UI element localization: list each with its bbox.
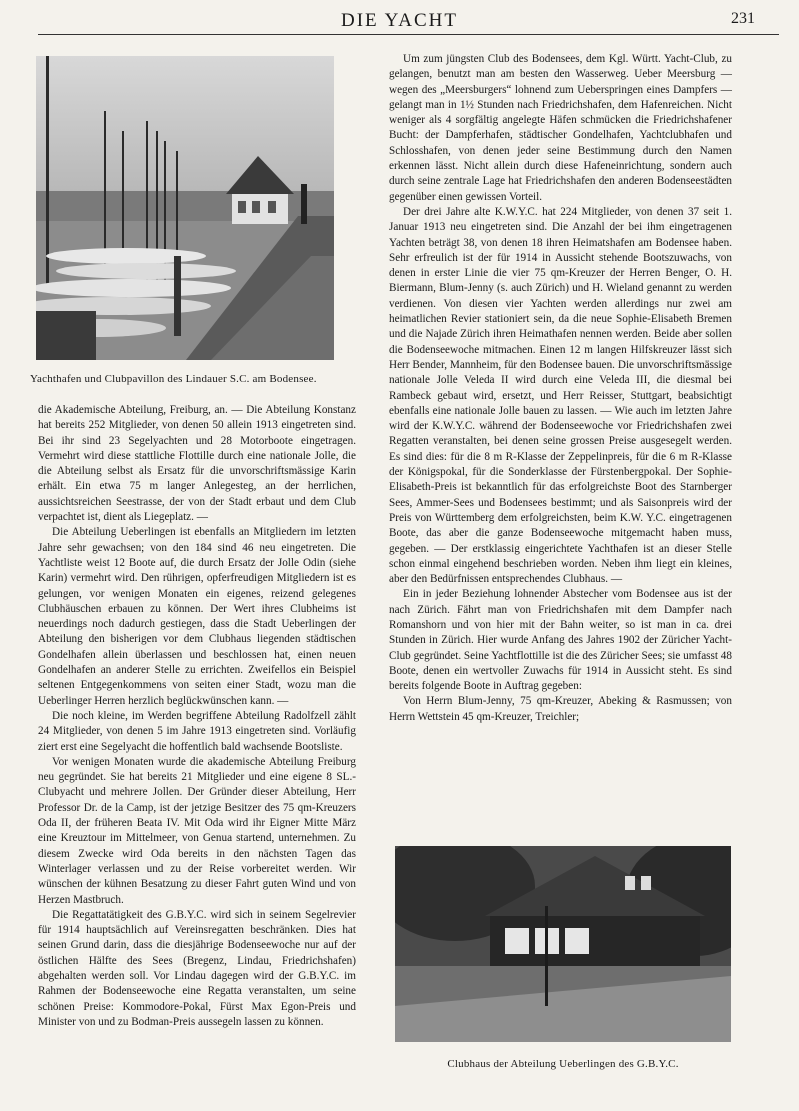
paragraph: Ein in jeder Beziehung lohnender Abstecher vom Bodensee aus ist der nach Zürich. Fährt man von Friedrichshafen mit dem Dampfer nach Romanshorn und von hier mit der Bahn weiter, so ist man in ca. drei Stunden in Zürich. Hier wurde Anfang des Jahres 1902 der Züricher Yacht-Club gegründet. Seine Yachtflottille ist die des Züricher Sees; sie umfasst 48 Boote, denen ein wertvoller Zuwachs für 1914 in Aussicht steht. Es sind bereits folgende Boote in Auftrag gegeben: (389, 588, 732, 693)
paragraph: Die noch kleine, im Werden begriffene Abteilung Radolfzell zählt 24 Mitglieder, von denen 5 im Jahre 1913 eingetreten sind. Vorläufig ziert erst eine Segelyacht die hoffentlich bald wachsende Bootsliste. (38, 709, 356, 753)
paragraph: Von Herrn Blum-Jenny, 75 qm-Kreuzer, Abeking & Rasmussen; von Herrn Wettstein 45 qm-Kreuzer, Treichler; (389, 695, 732, 723)
paragraph: Die Abteilung Ueberlingen ist ebenfalls an Mitgliedern im letzten Jahre sehr gewachsen; von den 184 sind 46 neu eingetreten. Die Yachtliste weist 12 Boote auf, die durch Ersatz der Jolle Odin (siehe Karin) vermehrt wird. Den rührigen, opferfreudigen Mitgliedern ist es gelungen, vor wenigen Monaten ein eigenes, reizend gelegenes Clubhäuschen erbauen zu können. Der Wert ihres Clubheims ist neuerdings noch dadurch gestiegen, dass die Stadt Ueberlingen der Abteilung den bisherigen vor dem Clubhaus liegenden städtischen Gondelhafen allein überlassen und beschlossen hat, einen neuen Gondelhafen an anderer Stelle zu errichten. Zweifellos ein Beispiel seltenen Entgegenkommens von seiten einer Stadt, wozu man die Ueberlinger Herren herzlich beglückwünschen kann. — (38, 526, 356, 707)
paragraph: Um zum jüngsten Club des Bodensees, dem Kgl. Württ. Yacht-Club, zu gelangen, benutzt man am besten den Wasserweg. Ueber Meersburg — wegen des „Meersburgers“ lohnend zum Ueberspringen eines Dampfers — gelangt man in 1½ Stunden nach Friedrichshafen, dem Hafenreichen. Nicht weniger als 4 sorgfältig angelegte Häfen schmücken die Friedrichshafener Bucht: der Dampferhafen, städtischer Gondelhafen, Yachtclubhafen und Schlosshafen, von denen jeder seine Bestimmung durch den Namen erkennen lässt. Nicht allein durch diese Hafeneinrichtung, sondern auch durch seine zentrale Lage hat Friedrichshafen den anderen Bodenseestädten gegenüber einen gewissen Vorteil. (389, 53, 732, 203)
clubhouse-photo (395, 846, 731, 1042)
bottom-photo-caption: Clubhaus der Abteilung Ueberlingen des G.B.Y.C. (447, 1058, 679, 1070)
paragraph: Die Regattatätigkeit des G.B.Y.C. wird sich in seinem Segelrevier für 1914 hauptsächlich auf Vereinsregatten beschränken. Dies hat seinen Grund darin, dass die diesjährige Bodenseewoche nur auf der östlichen Hälfte des Sees (Bregenz, Lindau, Friedrichshafen) abgehalten werden soll. Vor Lindau dagegen wird der G.B.Y.C. im Rahmen der Bodenseewoche eine Regatta veranstalten, um seine schönen Preise: Kommodore-Pokal, Fürst Max Egon-Preis und Minister von und zu Bodman-Preis aussegeln lassen zu können. (38, 908, 356, 1028)
left-text-column (38, 403, 356, 1030)
header-divider (38, 34, 779, 35)
right-text-column (389, 52, 732, 725)
top-photo-caption: Yachthafen und Clubpavillon des Lindauer S.C. am Bodensee. (30, 373, 317, 385)
paragraph: Der drei Jahre alte K.W.Y.C. hat 224 Mitglieder, von denen 37 seit 1. Januar 1913 neu eingetreten sind. Die Anzahl der bei ihm eingetragenen Yachten beträgt 38, von denen 18 ihren Heimatshafen am Bodensee haben. Sehr erfreulich ist der für 1914 in Aussicht stehende Bootszuwachs, von denen in erster Linie die vier 75 qm-Kreuzer der Herren Benger, O. H. Biermann, Blum-Jenny (s. auch Zürich) und H. Wieland genannt zu werden verdienen. Von diesen vier Yachten werden allerdings nur zwei am heimatlichen Revier stationiert sein, da die neue Sophie-Elisabeth Bremen und die Najade Zürich ihren Heimathafen nennen werden. Beide aber sollen die Bodenseewoche mitmachen. Einen 12 m langen Hilfskreuzer lässt sich Herr Bender, Mannheim, für den Bodensee bauen. Die unvorschriftsmässige nationale Jolle Veleda II wird durch eine Veleda III, die diesmal bei Rambeck gebaut wird, ersetzt, und Herr Reisser, Stuttgart, beabsichtigt ebenfalls eine nationale Jolle bauen zu lassen. — Wie auch im letzten Jahre wird der K.W.Y.C. während der Bodenseewoche vor Friedrichshafen zwei Regatten veranstalten, bei denen seine grossen Preise ausgesegelt werden. Es sind dies: für die 8 m R-Klasse der Zeppelinpreis, für die 6 m R-Klasse der Königspokal, für die Sonderklasse der Fürstenbergpokal. Der Sophie-Elisabeth-Preis ist bekanntlich für das erfolgreichste Boot des Starnberger Sees, Ammer-Sees und Bodensees bestimmt; und als Saisonpreis wird der Preis von Württemberg dem erfolgreichsten, beim K.W. Y.C. eingetragenen Boote, das aber die ganze Bodenseewoche mitgemacht haben muss, gegeben. — Der erstklassig eingerichtete Yachthafen ist an dieser Stelle schon einmal eingehend beschrieben worden. Neben ihm liegt ein kleines, aber den Bedürfnissen entsprechendes Clubhaus. — (389, 205, 732, 586)
running-title: DIE YACHT (340, 10, 459, 31)
harbor-photo (36, 56, 334, 360)
paragraph: Vor wenigen Monaten wurde die akademische Abteilung Freiburg neu gegründet. Sie hat bereits 21 Mitglieder und eine eigene 8 SL.-Clubyacht und mehrere Jollen. Der Gründer dieser Abteilung, Herr Professor Dr. de la Camp, ist der jetzige Besitzer des 75 qm-Kreuzers Oda II, der früheren Beata IV. Mit Oda wird ihr Eigner Mitte März eine Kreuztour im Mittelmeer, von Genua startend, unternehmen. Zu diesem Zwecke wird Oda bereits in den nächsten Tagen das Winterlager verlassen und zu der Reise vorbereitet werden. Wir wünschen der kühnen Besatzung zu dieser Fahrt guten Wind und von Herzen Mastbruch. (38, 755, 356, 906)
paragraph: die Akademische Abteilung, Freiburg, an. — Die Abteilung Konstanz hat bereits 252 Mitglieder, von denen 50 allein 1913 eingetreten sind. Bei ihr sind 23 Segelyachten und 28 Motorboote eingetragen. Vermehrt wird diese stattliche Flottille durch eine nationale Jolle, die die Abteilung selbst als Ersatz für die unvorschriftsmässige Karin erhält. Ein etwa 75 m langer Anlegesteg, an der herrlichen, aussichtsreichen Seestrasse, der von der Stadt erbaut und dem Club verpachtet ist, dient als Liegeplatz. — (38, 404, 356, 524)
page-number: 231 (731, 10, 755, 27)
